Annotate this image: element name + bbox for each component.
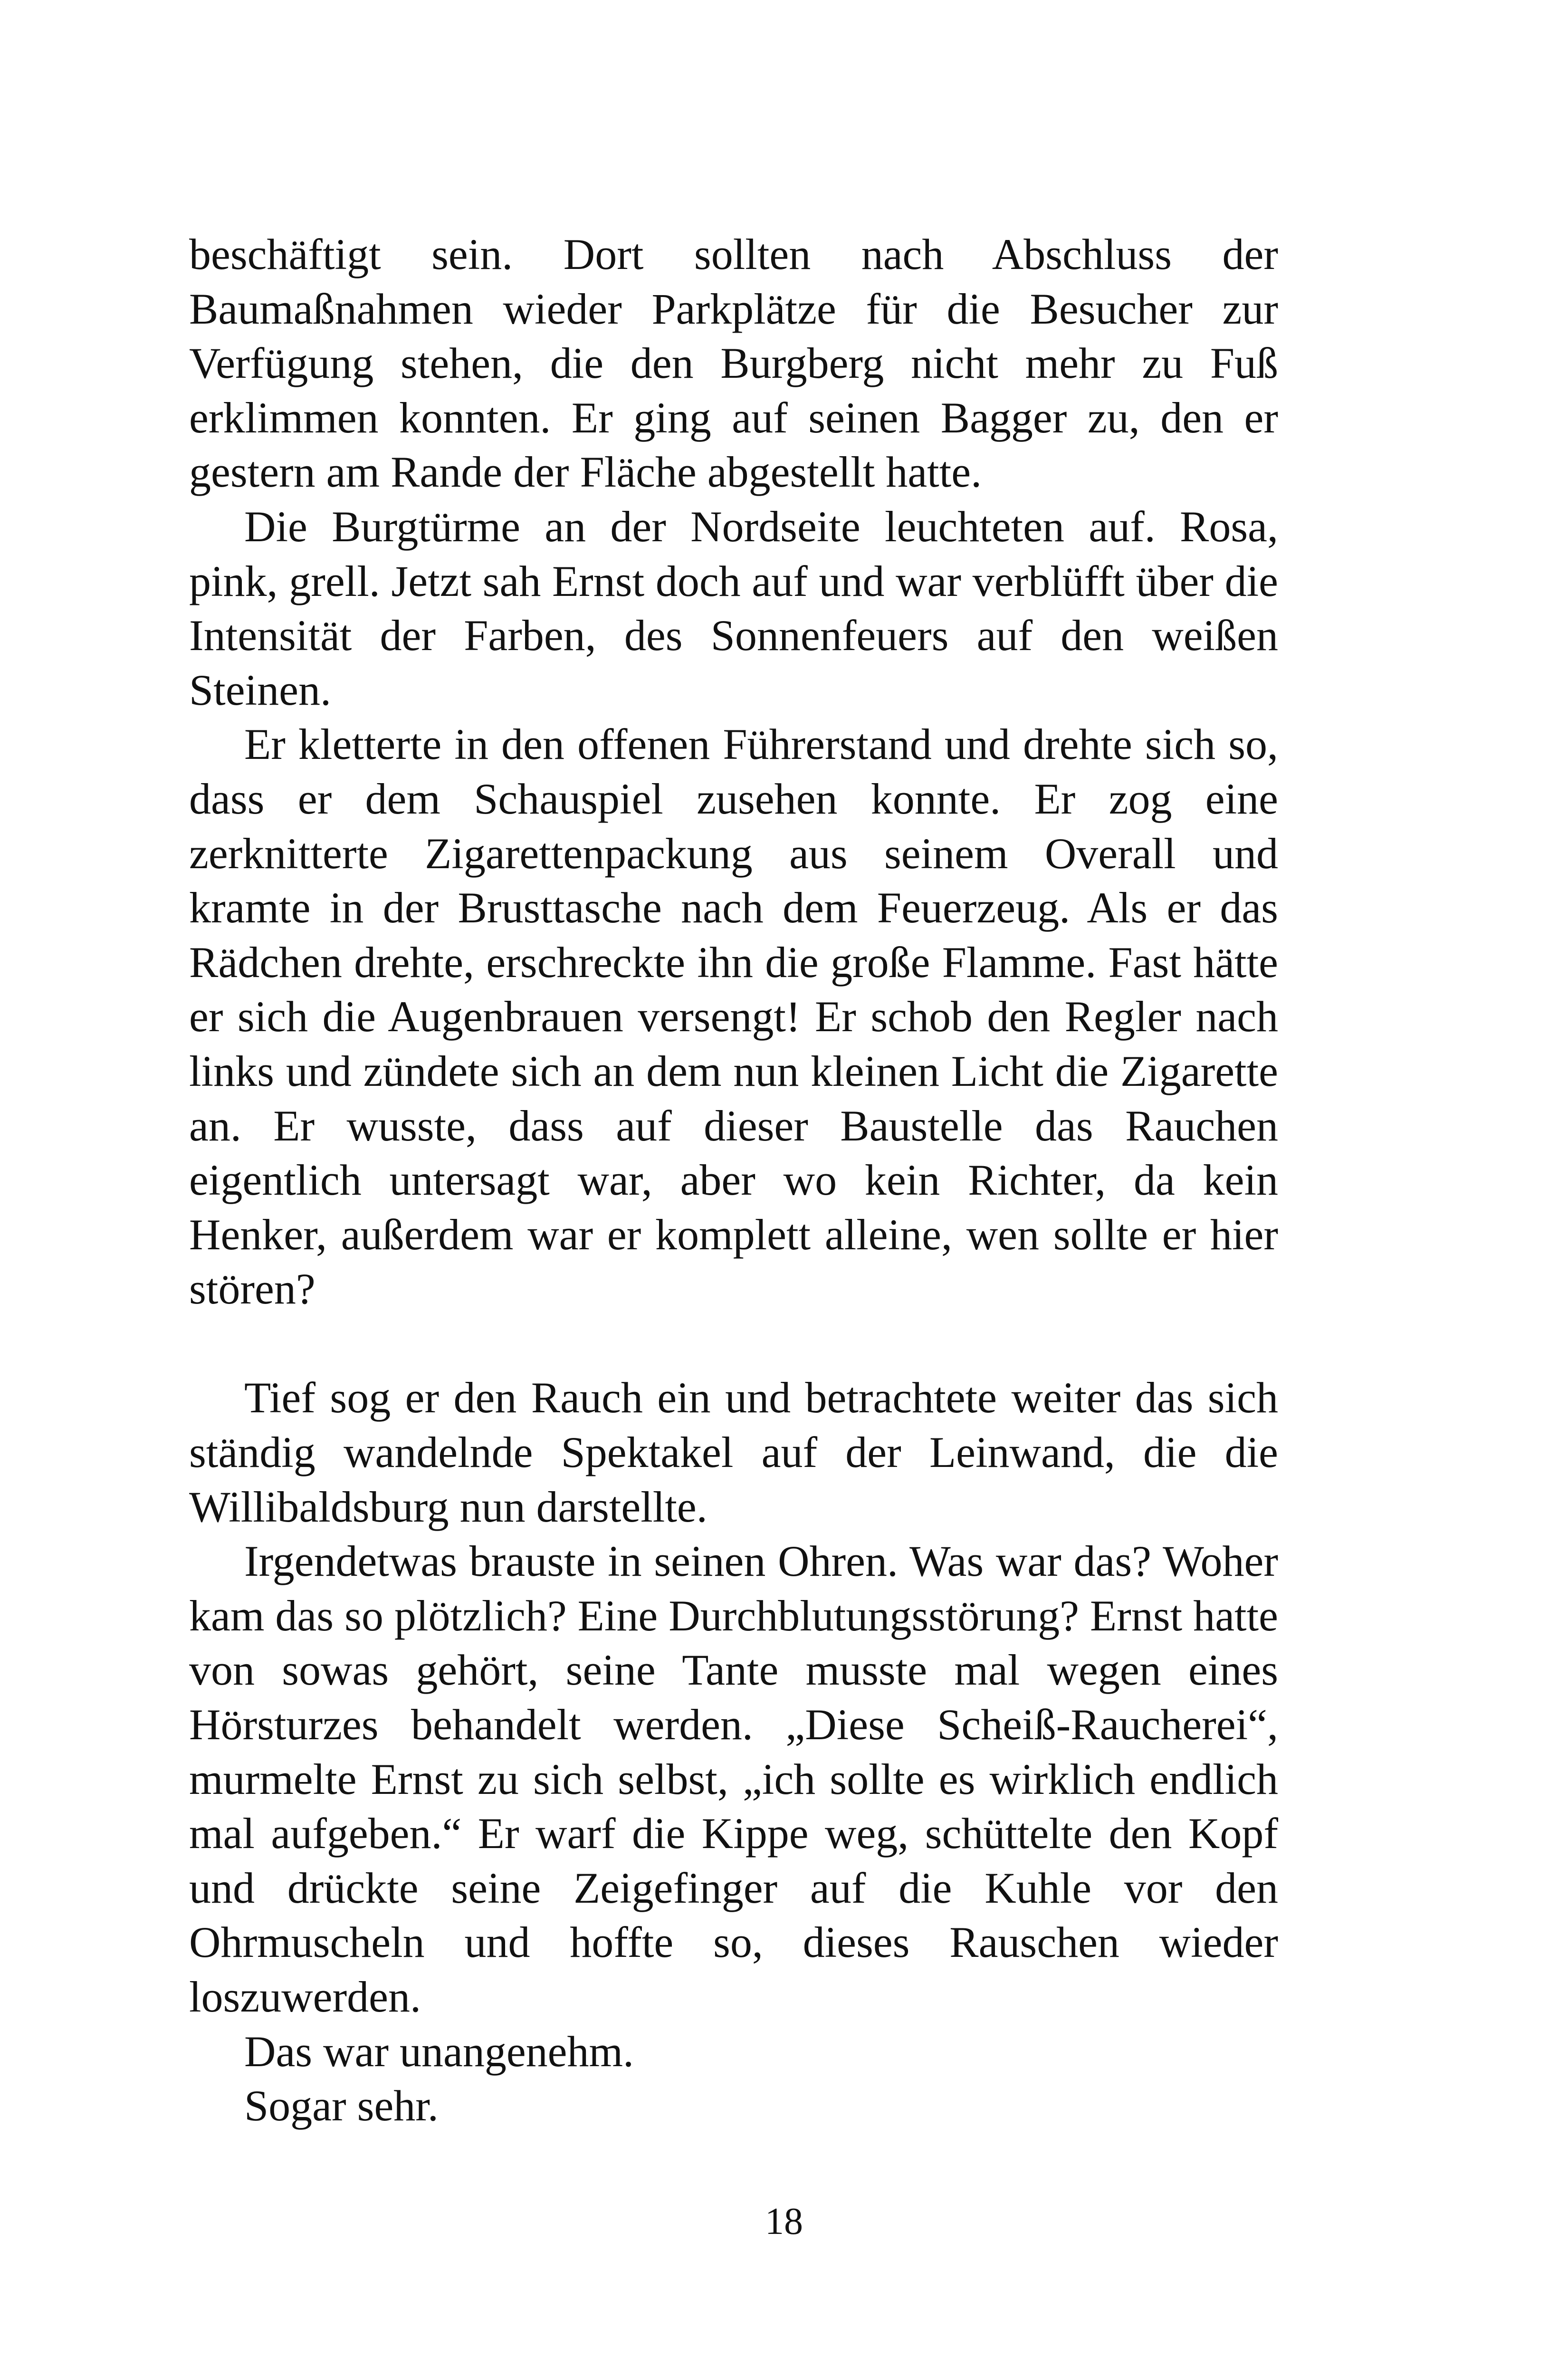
page-number: 18 (765, 2201, 803, 2242)
body-text (189, 227, 1278, 2133)
paragraph-3: Er kletterte in den offenen Führerstand und drehte sich so, dass er dem Schauspiel zusehen konnte. Er zog eine zerknitterte Zigarettenpackung aus seinem Overall und kramte in der Brusttasche nach dem Feuerzeug. Als er das Rädchen drehte, erschreckte ihn die große Flamme. Fast hätte er sich die Augenbrauen versengt! Er schob den Regler nach links und zündete sich an dem nun kleinen Licht die Zigarette an. Er wusste, dass auf dieser Baustelle das Rauchen eigentlich untersagt war, aber wo kein Richter, da kein Henker, außerdem war er komplett alleine, wen sollte er hier stören? (189, 720, 1278, 1313)
paragraph-5: Irgendetwas brauste in seinen Ohren. Was war das? Woher kam das so plötzlich? Eine Durchblutungsstörung? Ernst hatte von sowas gehört, seine Tante musste mal wegen eines Hörsturzes behandelt werden. „Diese Scheiß-Raucherei“, murmelte Ernst zu sich selbst, „ich sollte es wirklich endlich mal aufgeben.“ Er warf die Kippe weg, schüttelte den Kopf und drückte seine Zeigefinger auf die Kuhle vor den Ohrmuscheln und hoffte so, dieses Rauschen wieder loszuwerden. (189, 1537, 1278, 2021)
paragraph-2: Die Burgtürme an der Nordseite leuchteten auf. Rosa, pink, grell. Jetzt sah Ernst doch auf und war verblüfft über die Intensität der Farben, des Sonnenfeuers auf den weißen Steinen. (189, 502, 1278, 714)
paragraph-7: Sogar sehr. (244, 2081, 439, 2130)
paragraph-6: Das war unangenehm. (244, 2027, 634, 2076)
paragraph-1: beschäftigt sein. Dort sollten nach Abschluss der Baumaßnahmen wieder Parkplätze für die Besucher zur Verfügung stehen, die den Burgberg nicht mehr zu Fuß erklimmen konnten. Er ging auf seinen Bagger zu, den er gestern am Rande der Fläche abgestellt hatte. (189, 230, 1278, 497)
paragraph-4: Tief sog er den Rauch ein und betrachtete weiter das sich ständig wandelnde Spektakel auf der Leinwand, die die Willibaldsburg nun darstellte. (189, 1373, 1278, 1531)
section-break (189, 1316, 1278, 1371)
